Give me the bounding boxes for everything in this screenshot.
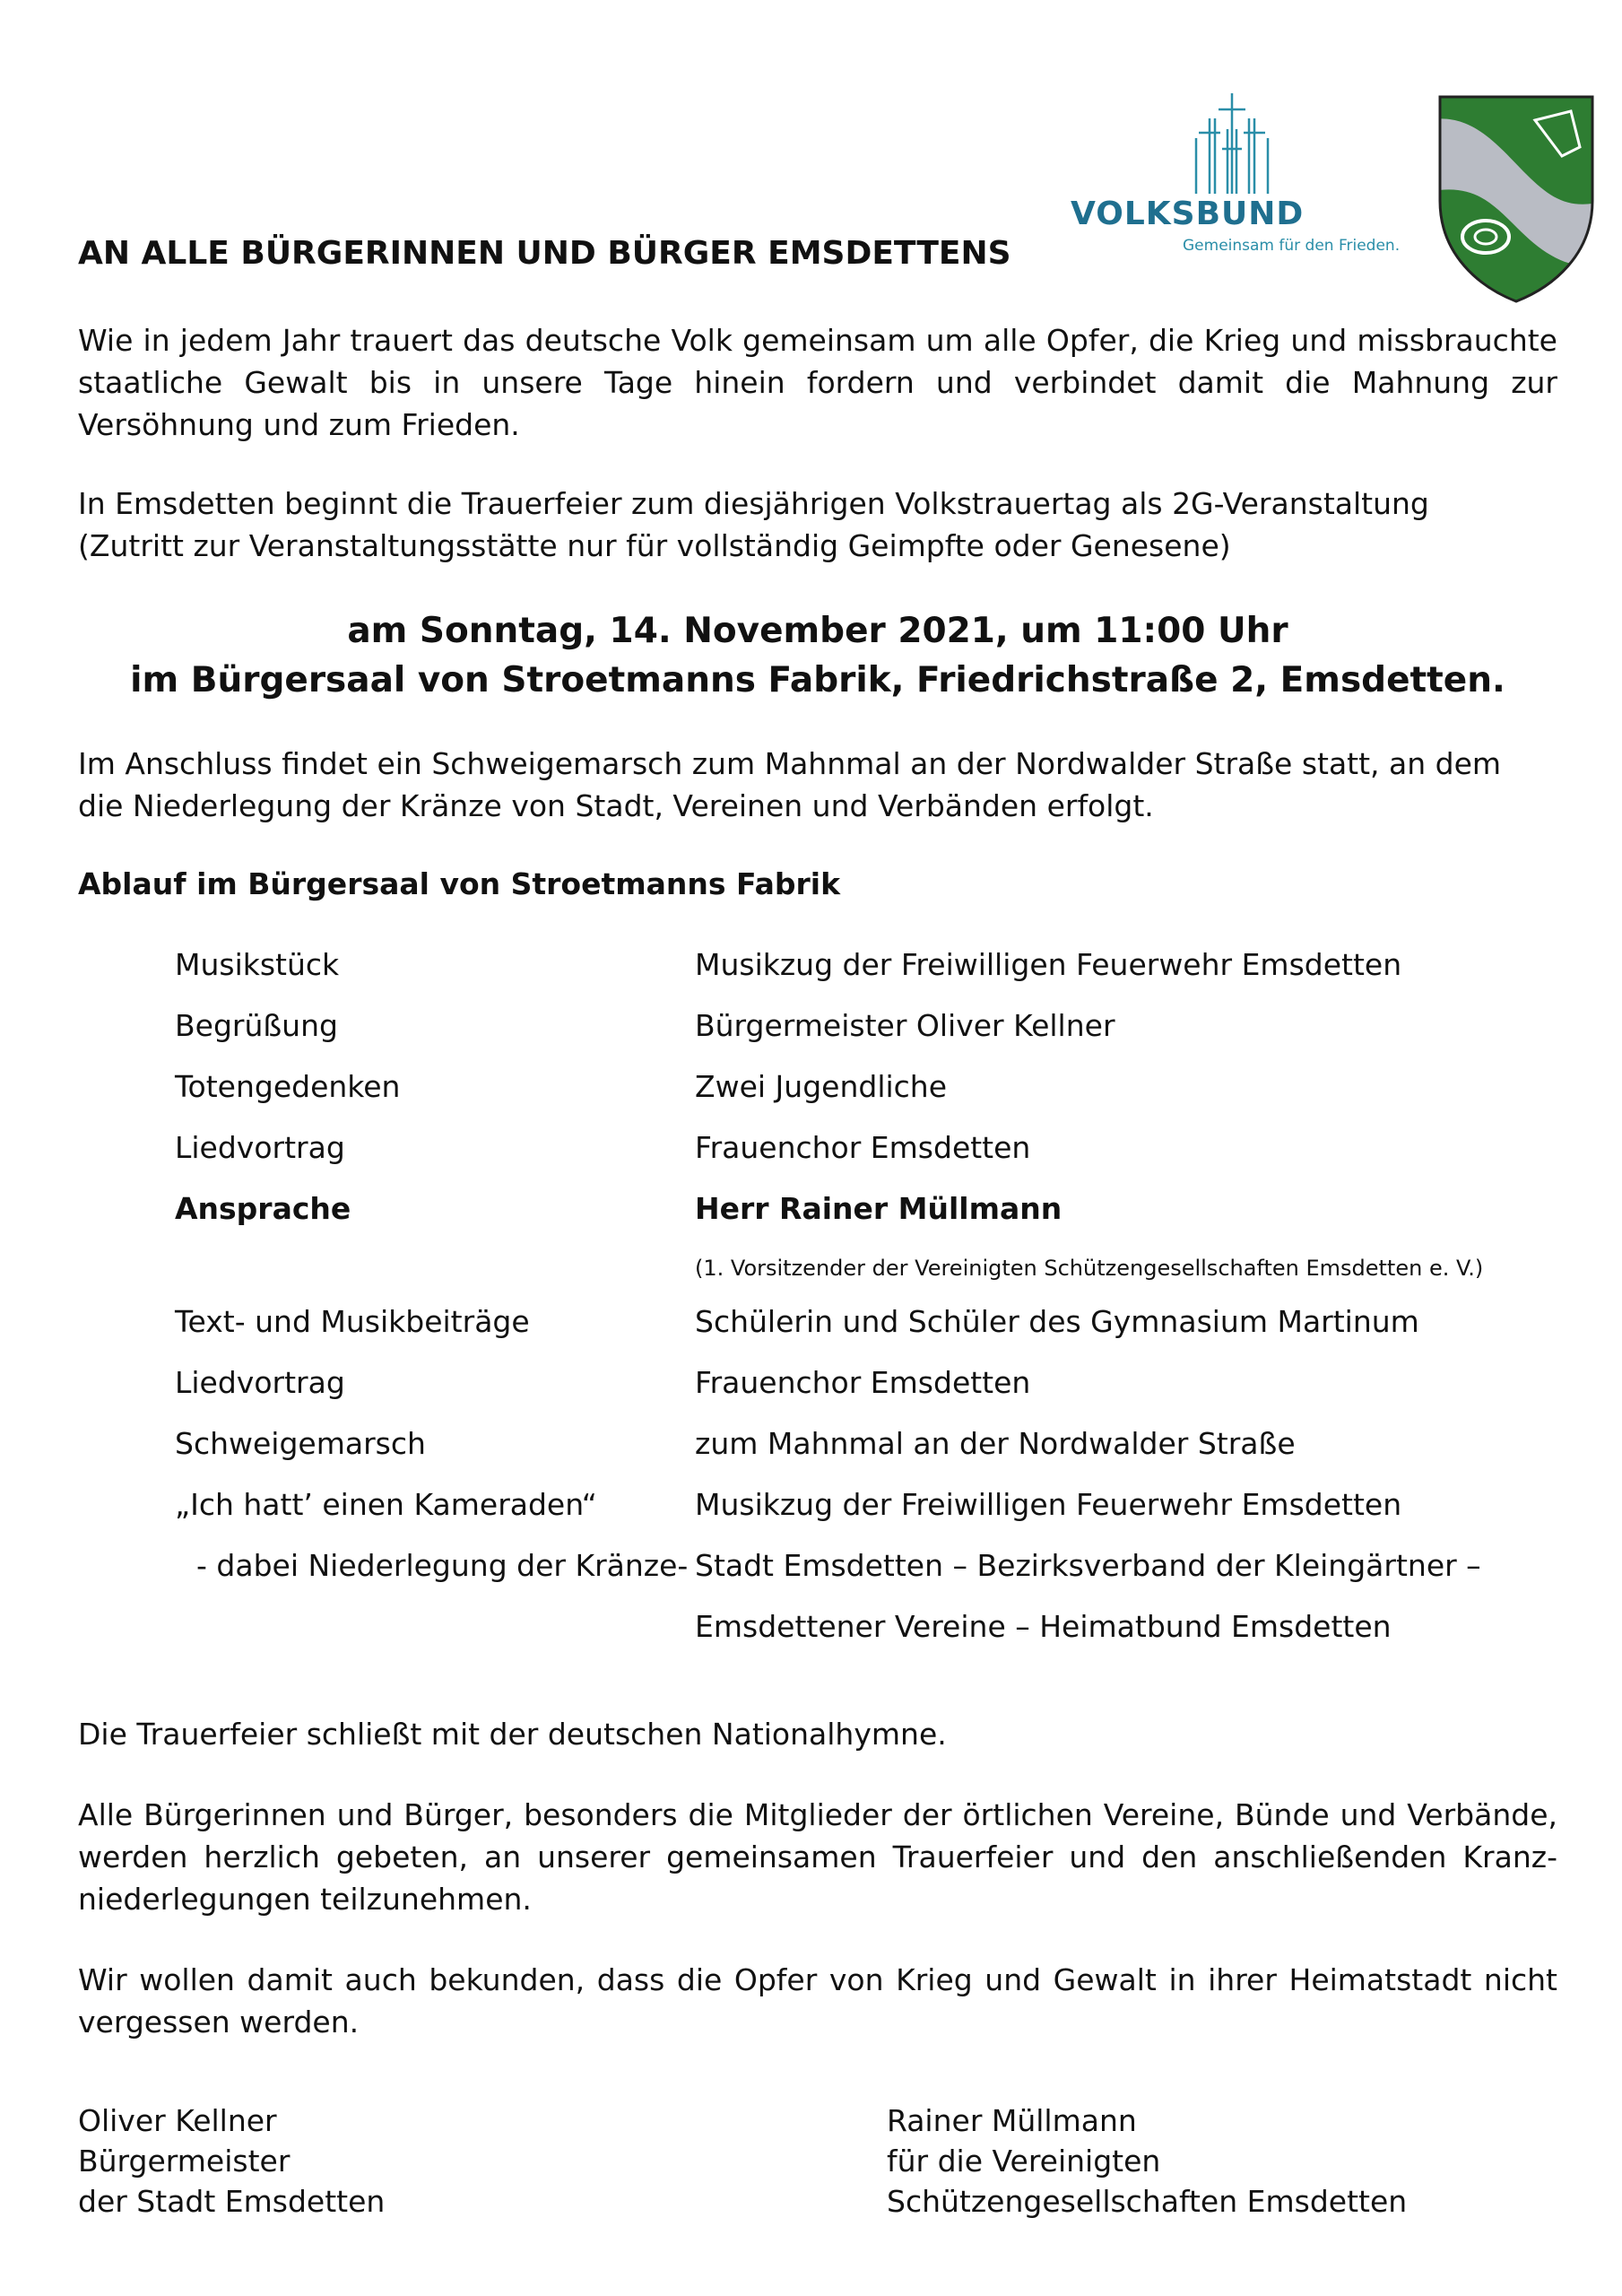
- program-item: Ansprache: [175, 1191, 351, 1226]
- program-performer: Musikzug der Freiwilligen Feuerwehr Emsdetten: [695, 947, 1402, 982]
- after-event-paragraph: [78, 743, 1557, 827]
- after-line2: die Niederlegung der Kränze von Stadt, Vereinen und Verbänden erfolgt.: [78, 788, 1154, 823]
- program-row: [175, 1609, 1538, 1670]
- signature-org: Schützengesellschaften Emsdetten: [887, 2184, 1408, 2219]
- program-item: Schweigemarsch: [175, 1426, 426, 1461]
- program-item: Text- und Musikbeiträge: [175, 1304, 530, 1339]
- after-line1: Im Anschluss findet ein Schweigemarsch zum Mahnmal an der Nordwalder Straße statt, an dem: [78, 746, 1502, 781]
- program-title: Ablauf im Bürgersaal von Stroetmanns Fabrik: [78, 866, 841, 901]
- event-intro-line1: In Emsdetten beginnt die Trauerfeier zum diesjährigen Volkstrauertag als 2G-Veranstaltung: [78, 486, 1429, 521]
- program-table: [175, 947, 1538, 1670]
- signature-org: der Stadt Emsdetten: [78, 2184, 386, 2219]
- program-item: - dabei Niederlegung der Kränze-: [196, 1548, 689, 1583]
- remembrance-paragraph: Wir wollen damit auch bekunden, dass die Opfer von Krieg und Gewalt in ihrer Heimatstadt nicht vergessen werden.: [78, 1962, 1557, 2039]
- program-performer: Stadt Emsdetten – Bezirksverband der Kleingärtner –: [695, 1548, 1481, 1583]
- program-row: [175, 1426, 1538, 1487]
- program-row: [175, 1487, 1538, 1548]
- anthem-paragraph: Die Trauerfeier schließt mit der deutschen Nationalhymne.: [78, 1717, 947, 1752]
- program-performer: Herr Rainer Müllmann: [695, 1191, 1063, 1226]
- event-intro-line2: (Zutritt zur Veranstaltungsstätte nur für vollständig Geimpfte oder Genesene): [78, 528, 1231, 563]
- program-performer: Bürgermeister Oliver Kellner: [695, 1008, 1115, 1043]
- program-item: Totengedenken: [175, 1069, 401, 1104]
- invitation-paragraph: Alle Bürgerinnen und Bürger, besonders die Mitglieder der örtlichen Vereine, Bünde und Verbände, werden herzlich gebeten, an unserer gemeinsamen Trauerfeier und den anschließenden Kranz-niederlegungen teilzunehmen.: [78, 1797, 1557, 1917]
- program-item: „Ich hatt’ einen Kameraden“: [175, 1487, 597, 1522]
- signature-chairman: [887, 2100, 1407, 2222]
- volksbund-logo: [1066, 93, 1401, 264]
- event-location: im Bürgersaal von Stroetmanns Fabrik, Friedrichstraße 2, Emsdetten.: [130, 660, 1505, 700]
- program-row: [175, 1304, 1538, 1365]
- signature-name: Oliver Kellner: [78, 2103, 277, 2138]
- coat-of-arms-icon: [1436, 93, 1596, 305]
- program-performer: Frauenchor Emsdetten: [695, 1365, 1031, 1400]
- program-row: [175, 947, 1538, 1008]
- event-details: [78, 606, 1557, 705]
- program-item: Begrüßung: [175, 1008, 338, 1043]
- signature-mayor: [78, 2100, 385, 2222]
- program-row: [175, 1548, 1538, 1609]
- signature-title: Bürgermeister: [78, 2144, 291, 2179]
- intro-paragraph: Wie in jedem Jahr trauert das deutsche Volk gemeinsam um alle Opfer, die Krieg und missbrauchte staatliche Gewalt bis in unsere Tage hinein fordern und verbindet damit die Mahnung zur Versöhnung und zum Frieden.: [78, 323, 1557, 442]
- program-row: [175, 1130, 1538, 1191]
- program-row-speech: [175, 1191, 1538, 1252]
- crosses-icon: [1183, 93, 1281, 194]
- program-row: [175, 1008, 1538, 1069]
- event-intro: [78, 483, 1557, 567]
- signature-name: Rainer Müllmann: [887, 2103, 1137, 2138]
- program-item: Liedvortrag: [175, 1365, 345, 1400]
- program-performer: Zwei Jugendliche: [695, 1069, 948, 1104]
- program-performer: Schülerin und Schüler des Gymnasium Martinum: [695, 1304, 1419, 1339]
- volksbund-name: VOLKSBUND: [1071, 196, 1305, 232]
- program-performer: zum Mahnmal an der Nordwalder Straße: [695, 1426, 1296, 1461]
- program-row: [175, 1365, 1538, 1426]
- speaker-note: (1. Vorsitzender der Vereinigten Schützengesellschaften Emsdetten e. V.): [695, 1256, 1484, 1281]
- event-date: am Sonntag, 14. November 2021, um 11:00 Uhr: [347, 611, 1288, 651]
- volksbund-tagline: Gemeinsam für den Frieden.: [1183, 237, 1401, 255]
- program-performer: Frauenchor Emsdetten: [695, 1130, 1031, 1165]
- program-row: [175, 1069, 1538, 1130]
- program-row-note: [175, 1252, 1538, 1304]
- program-item: Liedvortrag: [175, 1130, 345, 1165]
- program-item: Musikstück: [175, 947, 340, 982]
- page-title: AN ALLE BÜRGERINNEN UND BÜRGER EMSDETTENS: [78, 235, 1011, 272]
- signature-title: für die Vereinigten: [887, 2144, 1161, 2179]
- program-performer: Musikzug der Freiwilligen Feuerwehr Emsdetten: [695, 1487, 1402, 1522]
- program-performer: Emsdettener Vereine – Heimatbund Emsdetten: [695, 1609, 1392, 1644]
